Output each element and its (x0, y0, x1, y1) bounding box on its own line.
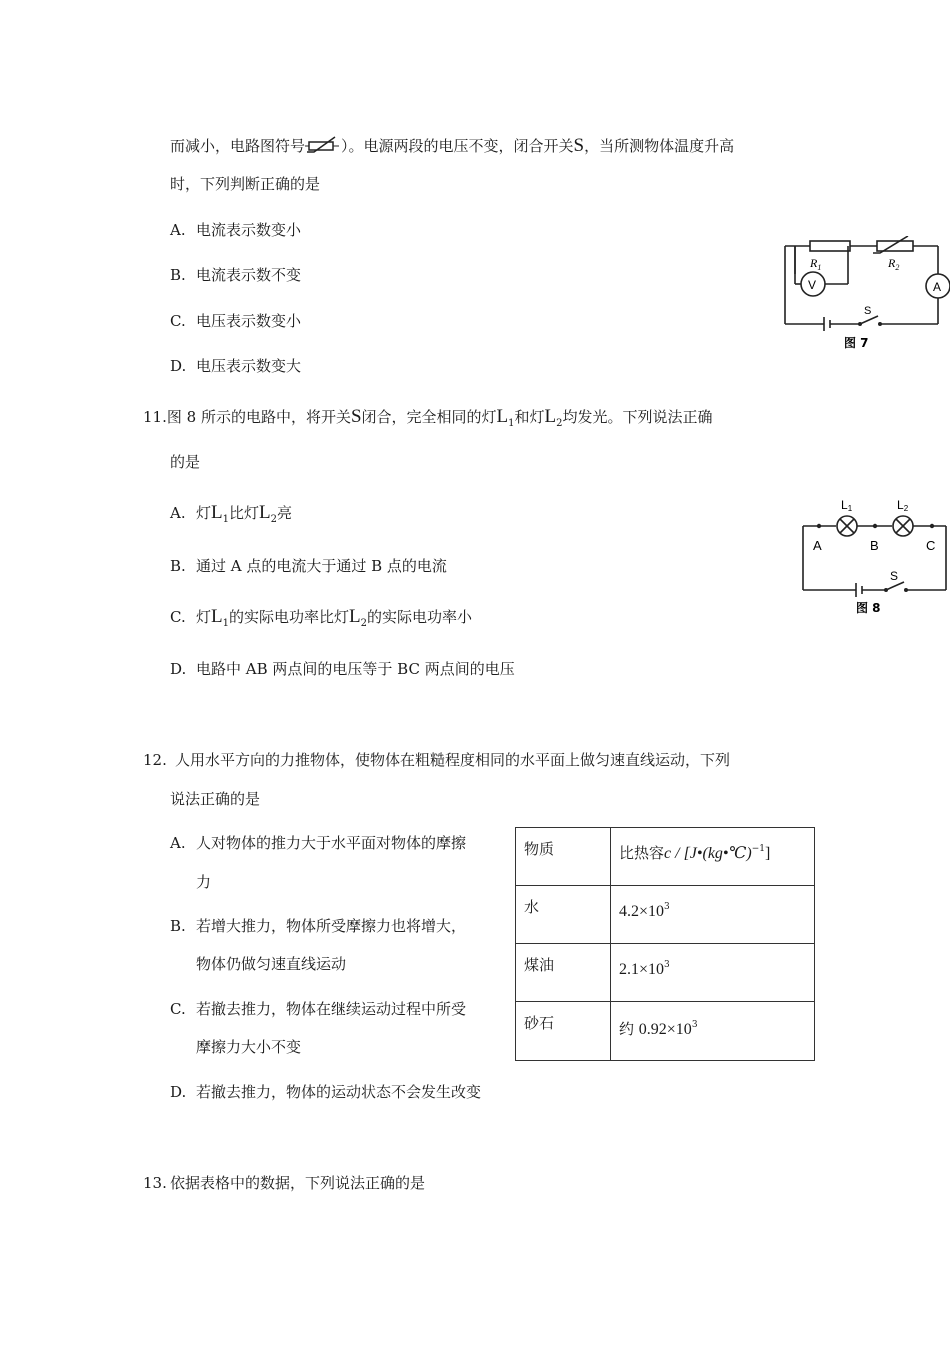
label-r2: $R_2$ (888, 256, 900, 272)
label-ammeter: A (933, 280, 942, 294)
label-point-a: A (813, 538, 822, 553)
q12-option-b-cont: 物体仍做匀速直线运动 (196, 955, 347, 973)
table-row (516, 1002, 815, 1061)
table-cell-value: $2.1\times 10^3$ (611, 944, 815, 1002)
q11-option-c: C. 灯$L_1$的实际电功率比灯$L_2$的实际电功率小 (170, 606, 473, 629)
label-r1: $R_1$ (810, 256, 822, 272)
q10-option-b: B. 电流表示数不变 (170, 266, 302, 284)
q10-line1: 而减小，电路图符号 ）。电源两段的电压不变，闭合开关S，当所测物体温度升高 (170, 135, 735, 156)
q12-line2: 说法正确的是 (170, 790, 261, 808)
table-row (516, 886, 815, 944)
table-header-row (516, 828, 815, 886)
label-switch: S (864, 305, 872, 317)
q10-option-d: D. 电压表示数变大 (170, 357, 302, 375)
q11-line2: 的是 (170, 453, 201, 471)
q12-option-c: C. 若撤去推力，物体在继续运动过程中所受 (170, 1000, 467, 1018)
table-cell-substance: 砂石 (516, 1002, 611, 1061)
table-row (516, 944, 815, 1002)
figure-7-circuit (780, 236, 950, 351)
specific-heat-table (515, 827, 815, 1061)
label-point-b: B (870, 538, 879, 553)
q13-line1: 13. 依据表格中的数据，下列说法正确的是 (143, 1174, 426, 1192)
label-point-c: C (926, 538, 936, 553)
resistor-r1 (810, 241, 850, 251)
figure-8-caption: 图 8 (856, 601, 881, 615)
q12-option-b: B. 若增大推力，物体所受摩擦力也将增大， (170, 917, 467, 935)
table-header-substance: 物质 (516, 828, 611, 886)
q10-option-a: A. 电流表示数变小 (170, 221, 302, 239)
q10-option-c: C. 电压表示数变小 (170, 312, 302, 330)
table-header-heat: 比热容c / [J•(kg•℃)$^{-1}$] (611, 828, 815, 886)
label-l1: L1 (841, 498, 853, 513)
q12-option-a-cont: 力 (196, 873, 212, 891)
figure-8-circuit (800, 496, 950, 616)
q12-option-d: D. 若撤去推力，物体的运动状态不会发生改变 (170, 1083, 482, 1101)
thermistor-symbol-icon (305, 135, 341, 155)
label-voltmeter: V (808, 278, 817, 292)
thermistor-r2 (877, 241, 913, 251)
q12-line1: 12. 人用水平方向的力推物体，使物体在粗糙程度相同的水平面上做匀速直线运动，下列 (143, 751, 731, 769)
figure-7-caption: 图 7 (844, 336, 869, 350)
q12-option-a: A. 人对物体的推力大于水平面对物体的摩擦 (170, 834, 467, 852)
q10-line2: 时，下列判断正确的是 (170, 175, 321, 193)
q11-option-a: A. 灯$L_1$比灯$L_2$亮 (170, 502, 293, 525)
q11-option-d: D. 电路中 AB 两点间的电压等于 BC 两点间的电压 (170, 660, 515, 678)
label-l2: L2 (897, 498, 909, 513)
q11-line1: 11.图 8 所示的电路中，将开关S闭合，完全相同的灯$L_1$和灯$L_2$均发光。下列说法正确 (143, 406, 713, 429)
table-cell-value: 约 $0.92\times 10^3$ (611, 1002, 815, 1061)
table-cell-substance: 水 (516, 886, 611, 944)
table-cell-substance: 煤油 (516, 944, 611, 1002)
q12-option-c-cont: 摩擦力大小不变 (196, 1038, 302, 1056)
table-cell-value: $4.2\times 10^3$ (611, 886, 815, 944)
label-switch: S (890, 569, 899, 583)
q11-option-b: B. 通过 A 点的电流大于通过 B 点的电流 (170, 557, 447, 575)
